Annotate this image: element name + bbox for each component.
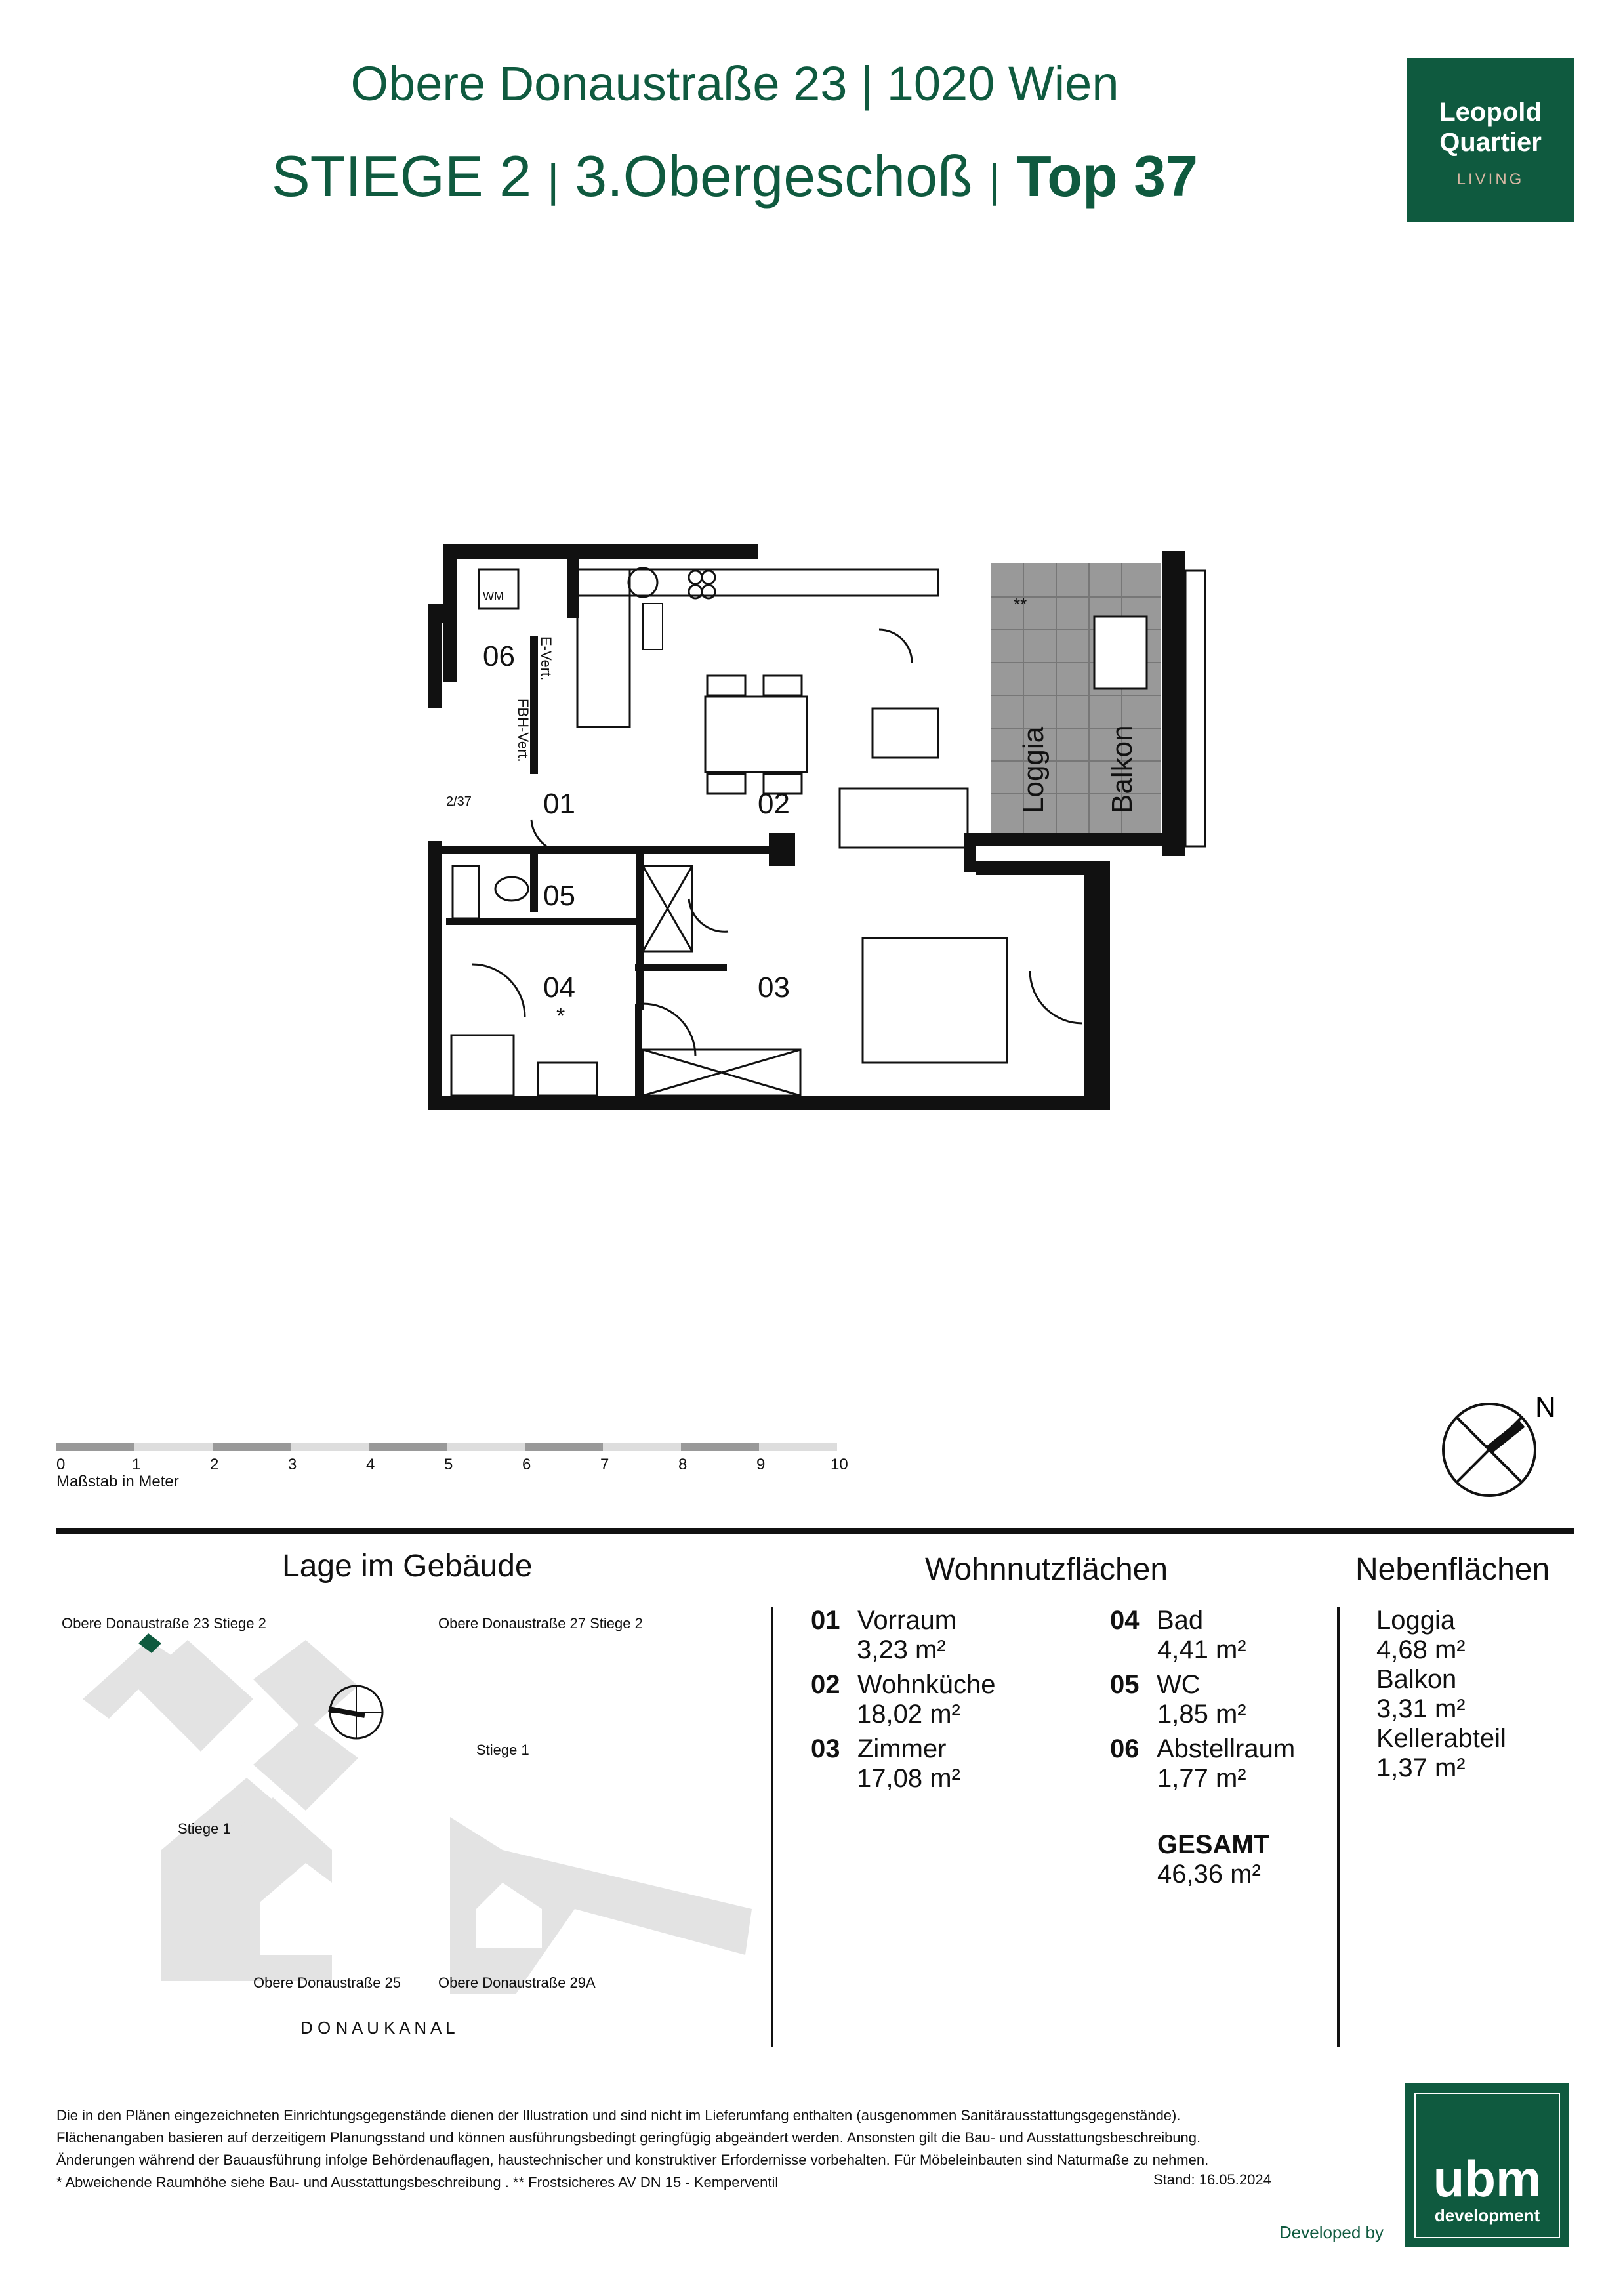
balkon-label: Balkon (1106, 725, 1138, 813)
scale-tick: 10 (831, 1456, 848, 1473)
column-divider (771, 1607, 773, 2047)
room-04-label: 04 (543, 972, 575, 1004)
ubm-logo (1405, 2083, 1569, 2247)
site-label: Stiege 1 (178, 1820, 231, 1837)
column-divider (1337, 1607, 1340, 2047)
room-area: 1,77 m² (1157, 1764, 1246, 1793)
loggia-label: Loggia (1017, 726, 1050, 813)
room-number: 01 (811, 1606, 840, 1635)
room-entry-06 (1110, 1734, 1295, 1794)
room-03-label: 03 (758, 972, 790, 1004)
side-area-value: 3,31 m² (1376, 1694, 1466, 1723)
room-name: Bad (1156, 1606, 1204, 1635)
room-entry-03 (811, 1734, 960, 1794)
logo-line-1: Leopold (1439, 98, 1542, 127)
room-number: 03 (811, 1734, 840, 1763)
divider (56, 1528, 1574, 1534)
site-label: Stiege 1 (476, 1742, 529, 1758)
ubm-logo-text: ubm (1433, 2150, 1542, 2207)
total-area: 46,36 m² (1157, 1860, 1261, 1889)
room-01-label: 01 (543, 788, 575, 820)
scale-tick: 6 (522, 1456, 531, 1473)
total-entry (1157, 1830, 1269, 1889)
disclaimer-line: Die in den Plänen eingezeichneten Einrichtungsgegenstände dienen der Illustration und sind nicht im Lieferumfang enthalten (ausgenommen Sanitärausstattungsgegenstände). (56, 2107, 1181, 2123)
logo-line-3: LIVING (1456, 171, 1525, 188)
logo-line-2: Quartier (1439, 128, 1542, 157)
room-name: Vorraum (857, 1606, 957, 1635)
compass-icon (1437, 1391, 1568, 1509)
top-label: Top 37 (1016, 144, 1199, 209)
room-area: 1,85 m² (1157, 1700, 1246, 1729)
side-area-name: Loggia (1376, 1606, 1456, 1635)
star-note: * (556, 1004, 565, 1029)
scale-bar (56, 1443, 870, 1476)
donaukanal-label: D O N A U K A N A L (300, 2018, 455, 2038)
scale-tick: 3 (288, 1456, 297, 1473)
fbh-vert-label: FBH-Vert. (515, 699, 531, 762)
side-area-list (1376, 1606, 1506, 1783)
developed-by: Developed by (1279, 2223, 1384, 2242)
room-area: 4,41 m² (1157, 1635, 1246, 1664)
floor-plan (420, 544, 1220, 1135)
address-title: Obere Donaustraße 23 | 1020 Wien (350, 56, 1119, 111)
room-area: 18,02 m² (857, 1700, 960, 1729)
room-number: 02 (811, 1670, 840, 1699)
room-entry-01 (811, 1606, 956, 1665)
separator: | (547, 155, 560, 206)
room-area: 3,23 m² (857, 1635, 946, 1664)
site-label: Obere Donaustraße 27 Stiege 2 (438, 1615, 643, 1631)
nebenflaechen-title: Nebenflächen (1355, 1552, 1550, 1587)
wm-label: WM (483, 590, 504, 603)
ubm-logo-sub: development (1434, 2205, 1540, 2225)
room-area: 17,08 m² (857, 1764, 960, 1793)
site-plan (56, 1601, 778, 2060)
scale-tick: 8 (678, 1456, 688, 1473)
separator: | (988, 155, 1000, 206)
disclaimer (56, 2104, 1303, 2194)
disclaimer-line: Änderungen während der Bauausführung infolge Behördenauflagen, haustechnischer und konstruktiver Erfordernisse vorbehalten. Für Möbeleinbauten sind Naturmaße zu nehmen. (56, 2152, 1209, 2168)
room-02-label: 02 (758, 788, 790, 820)
room-number: 04 (1110, 1606, 1140, 1635)
room-entry-02 (811, 1670, 995, 1729)
unit-label: 2/37 (446, 794, 472, 809)
scale-tick: 2 (210, 1456, 219, 1473)
side-area-value: 4,68 m² (1376, 1635, 1466, 1664)
lage-title: Lage im Gebäude (282, 1549, 533, 1584)
scale-tick: 1 (132, 1456, 141, 1473)
room-05-label: 05 (543, 880, 575, 912)
room-name: Zimmer (857, 1734, 947, 1763)
room-06-label: 06 (483, 640, 515, 672)
disclaimer-line: * Abweichende Raumhöhe siehe Bau- und Ausstattungsbeschreibung . ** Frostsicheres AV DN 15 - Kemperventil (56, 2174, 779, 2190)
unit-title (0, 143, 1469, 210)
side-area-value: 1,37 m² (1376, 1753, 1466, 1782)
room-entry-04 (1110, 1606, 1246, 1665)
site-label: Obere Donaustraße 29A (438, 1975, 596, 1991)
scale-caption: Maßstab in Meter (56, 1473, 179, 1490)
room-entry-05 (1110, 1670, 1246, 1729)
stand-date: Stand: 16.05.2024 (1153, 2171, 1271, 2188)
scale-tick: 4 (366, 1456, 375, 1473)
room-name: Abstellraum (1156, 1734, 1296, 1763)
room-name: WC (1156, 1670, 1201, 1699)
disclaimer-line: Flächenangaben basieren auf derzeitigem Planungsstand und können ausführungsbedingt geringfügig abgeändert werden. Ansonsten gilt die Bau- und Ausstattungsbeschreibung. (56, 2129, 1201, 2146)
site-label: Obere Donaustraße 25 (253, 1975, 401, 1991)
scale-tick: 5 (444, 1456, 453, 1473)
scale-tick: 9 (756, 1456, 766, 1473)
scale-tick: 0 (56, 1456, 66, 1473)
double-star-note: ** (1014, 594, 1027, 614)
leopold-quartier-logo (1407, 58, 1574, 222)
stiege-label: STIEGE 2 (271, 144, 532, 209)
floor-label: 3.Obergeschoß (575, 144, 973, 209)
wohnnutzflaechen-title: Wohnnutzflächen (925, 1552, 1168, 1587)
scale-tick: 7 (600, 1456, 609, 1473)
total-label: GESAMT (1157, 1830, 1270, 1859)
e-vert-label: E-Vert. (538, 636, 554, 681)
room-number: 06 (1110, 1734, 1140, 1763)
north-label: N (1535, 1391, 1556, 1424)
side-area-name: Kellerabteil (1376, 1724, 1506, 1753)
site-label: Obere Donaustraße 23 Stiege 2 (62, 1615, 266, 1631)
side-area-name: Balkon (1376, 1665, 1457, 1694)
room-number: 05 (1110, 1670, 1140, 1699)
room-name: Wohnküche (857, 1670, 996, 1699)
